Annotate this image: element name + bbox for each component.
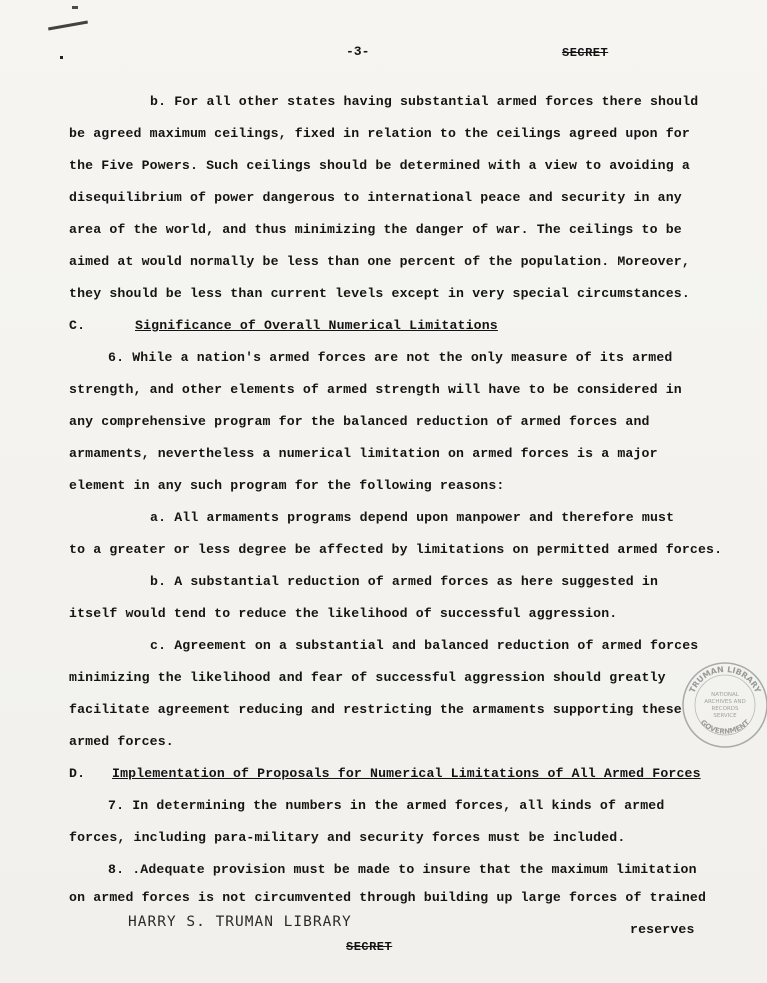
- seal-center-line: ARCHIVES AND: [704, 699, 746, 705]
- body-line: any comprehensive program for the balanced reduction of armed forces and: [69, 414, 650, 429]
- section-d-heading: Implementation of Proposals for Numerical Limitations of All Armed Forces: [112, 766, 701, 781]
- body-line: 8. .Adequate provision must be made to insure that the maximum limitation: [108, 862, 697, 877]
- body-line: they should be less than current levels except in very special circumstances.: [69, 286, 690, 301]
- page-number: -3-: [346, 44, 370, 59]
- body-line: c. Agreement on a substantial and balanced reduction of armed forces: [150, 638, 699, 653]
- body-line: disequilibrium of power dangerous to international peace and security in any: [69, 190, 682, 205]
- body-line: facilitate agreement reducing and restricting the armaments supporting these: [69, 702, 682, 717]
- seal-bottom-text: GOVERNMENT: [698, 718, 752, 736]
- body-line: the Five Powers. Such ceilings should be determined with a view to avoiding a: [69, 158, 690, 173]
- stray-mark: [60, 56, 63, 59]
- body-line: b. A substantial reduction of armed forces as here suggested in: [150, 574, 659, 589]
- seal-center-line: RECORDS: [711, 706, 739, 712]
- body-line: be agreed maximum ceilings, fixed in relation to the ceilings agreed upon for: [69, 126, 690, 141]
- body-line: strength, and other elements of armed strength will have to be considered in: [69, 382, 682, 397]
- library-stamp: HARRY S. TRUMAN LIBRARY: [128, 914, 352, 930]
- body-line: element in any such program for the following reasons:: [69, 478, 505, 493]
- archive-seal-icon: [680, 660, 767, 750]
- body-line: b. For all other states having substantial armed forces there should: [150, 94, 699, 109]
- body-line: itself would tend to reduce the likelihood of successful aggression.: [69, 606, 618, 621]
- stray-mark: [48, 21, 88, 31]
- body-line: to a greater or less degree be affected by limitations on permitted armed forces.: [69, 542, 723, 557]
- classification-bottom: SECRET: [346, 940, 393, 954]
- body-line: 7. In determining the numbers in the armed forces, all kinds of armed: [108, 798, 665, 813]
- classification-top: SECRET: [562, 46, 609, 60]
- stray-mark: [72, 6, 78, 9]
- body-line: armed forces.: [69, 734, 174, 749]
- body-line: area of the world, and thus minimizing the danger of war. The ceilings to be: [69, 222, 682, 237]
- seal-center-line: SERVICE: [713, 713, 737, 719]
- section-d-letter: D.: [69, 766, 86, 781]
- body-line: 6. While a nation's armed forces are not the only measure of its armed: [108, 350, 673, 365]
- svg-text:GOVERNMENT: [699, 718, 751, 736]
- section-c-heading: Significance of Overall Numerical Limitations: [135, 318, 498, 333]
- section-c-letter: C.: [69, 318, 86, 333]
- continuation-word: reserves: [630, 922, 695, 937]
- body-line: a. All armaments programs depend upon manpower and therefore must: [150, 510, 675, 525]
- body-line: forces, including para-military and security forces must be included.: [69, 830, 626, 845]
- seal-center-line: NATIONAL: [711, 692, 739, 698]
- body-line: minimizing the likelihood and fear of successful aggression should greatly: [69, 670, 666, 685]
- body-line: aimed at would normally be less than one percent of the population. Moreover,: [69, 254, 690, 269]
- body-line: armaments, nevertheless a numerical limitation on armed forces is a major: [69, 446, 658, 461]
- body-line: on armed forces is not circumvented through building up large forces of trained: [69, 890, 707, 905]
- seal-top-text: TRUMAN LIBRARY: [687, 664, 763, 695]
